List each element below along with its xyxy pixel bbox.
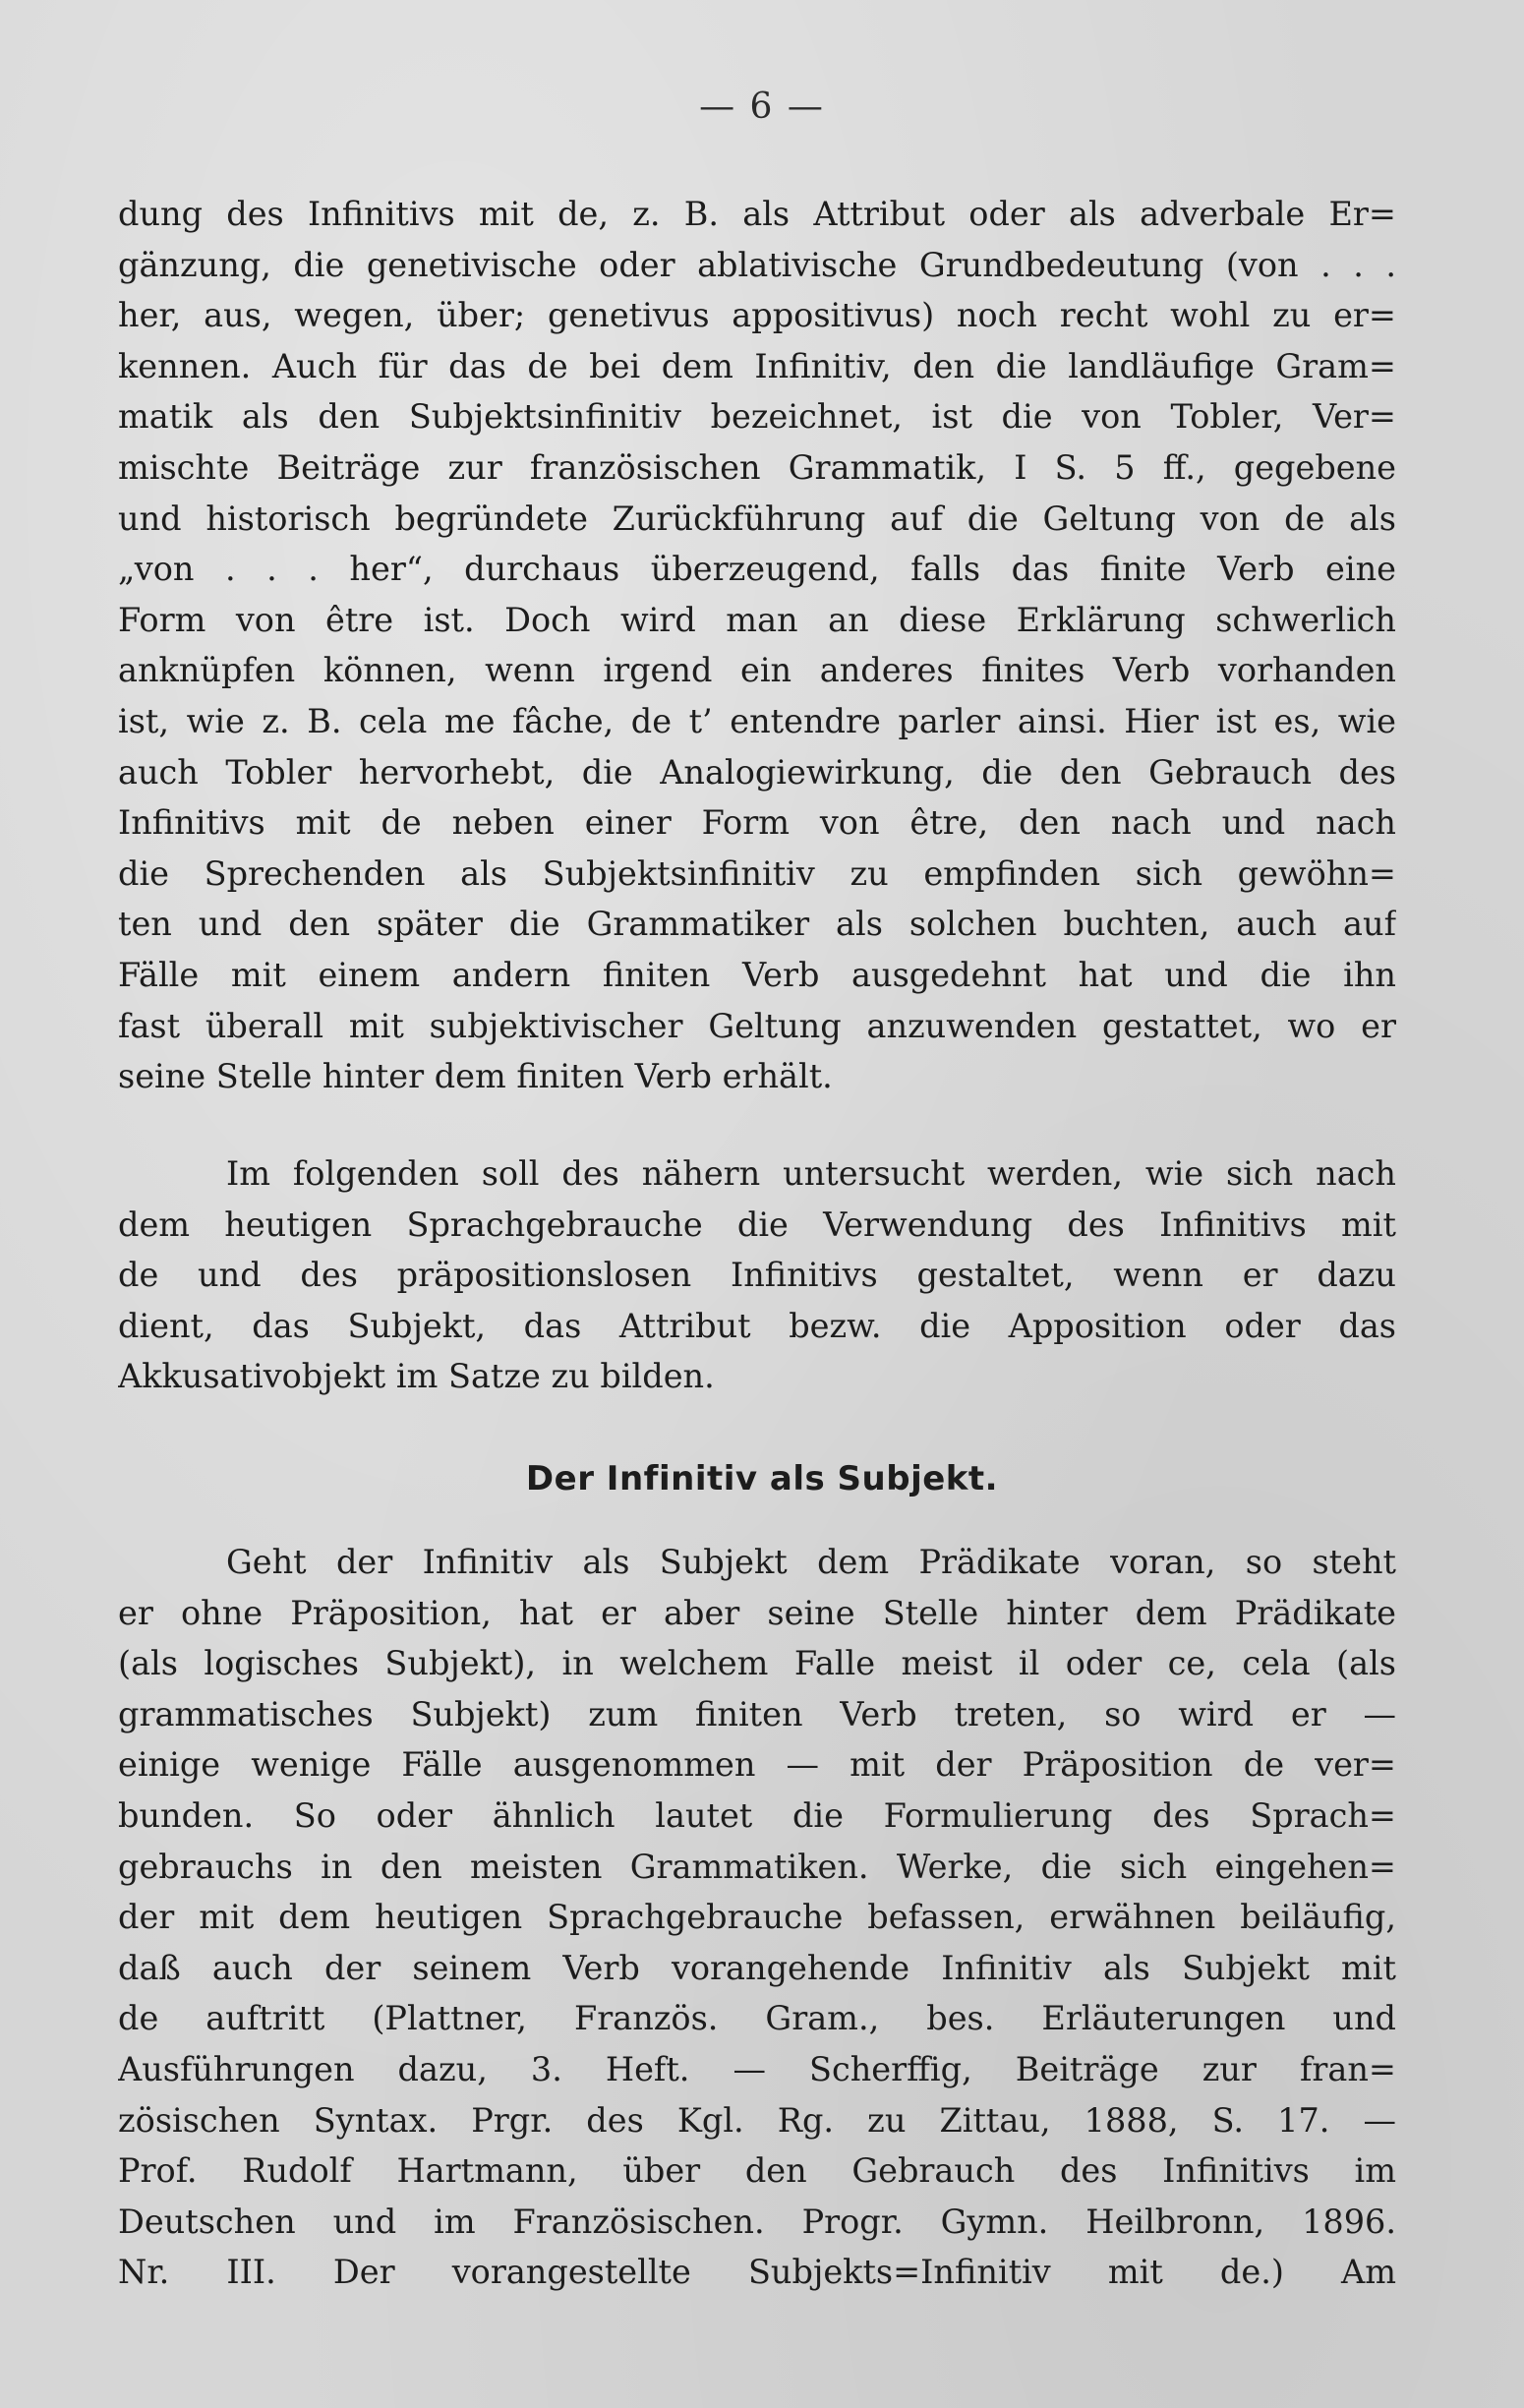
text-line: Akkusativobjekt im Satze zu bilden. (118, 1357, 715, 1396)
paragraph-3 (118, 1537, 1396, 2298)
paragraph-1 (118, 189, 1396, 1102)
text-line: dung des Infinitivs mit de, z. B. als Attribut oder als adverbale Er= (118, 195, 1396, 233)
text-line: gebrauchs in den meisten Grammatiken. Werke, die sich eingehen= (118, 1847, 1396, 1886)
text-line: daß auch der seinem Verb vorangehende Infinitiv als Subjekt mit (118, 1948, 1396, 1987)
text-line: de und des präpositionslosen Infinitivs gestaltet, wenn er dazu (118, 1256, 1396, 1295)
text-line: anknüpfen können, wenn irgend ein anderes finites Verb vorhanden (118, 651, 1396, 690)
text-line: seine Stelle hinter dem finiten Verb erhält. (118, 1057, 833, 1096)
text-line: Deutschen und im Französischen. Progr. Gymn. Heilbronn, 1896. (118, 2202, 1396, 2241)
text-line: Infinitivs mit de neben einer Form von être, den nach und nach (118, 803, 1396, 843)
text-line: ist, wie z. B. cela me fâche, de t’ entendre parler ainsi. Hier ist es, wie (118, 701, 1396, 740)
text-line: die Sprechenden als Subjektsinfinitiv zu empfinden sich gewöhn= (118, 853, 1396, 893)
text-line: einige wenige Fälle ausgenommen — mit der Präposition de ver= (118, 1745, 1396, 1785)
text-line: der mit dem heutigen Sprachgebrauche befassen, erwähnen beiläufig, (118, 1898, 1396, 1937)
text-line: bunden. So oder ähnlich lautet die Formulierung des Sprach= (118, 1795, 1396, 1835)
text-line: (als logisches Subjekt), in welchem Falle meist il oder ce, cela (als (118, 1644, 1396, 1683)
text-line: Nr. III. Der vorangestellte Subjekts=Infinitiv mit de.) Am (118, 2253, 1396, 2292)
text-line: Prof. Rudolf Hartmann, über den Gebrauch des Infinitivs im (118, 2151, 1396, 2191)
text-line: dient, das Subjekt, das Attribut bezw. die Apposition oder das (118, 1306, 1396, 1345)
text-line: de auftritt (Plattner, Französ. Gram., bes. Erläuterungen und (118, 1999, 1396, 2038)
text-line: fast überall mit subjektivischer Geltung anzuwenden gestattet, wo er (118, 1006, 1396, 1045)
text-line: gänzung, die genetivische oder ablativische Grundbedeutung (von . . . (118, 245, 1396, 284)
text-line: Im folgenden soll des nähern untersucht werden, wie sich nach (226, 1154, 1396, 1193)
page-number: — 6 — (699, 87, 825, 127)
text-line: mischte Beiträge zur französischen Grammatik, I S. 5 ff., gegebene (118, 447, 1396, 487)
text-line: zösischen Syntax. Prgr. des Kgl. Rg. zu Zittau, 1888, S. 17. — (118, 2100, 1396, 2140)
text-line: Fälle mit einem andern finiten Verb ausgedehnt hat und die ihn (118, 955, 1396, 994)
text-line: ten und den später die Grammatiker als solchen buchten, auch auf (118, 905, 1396, 944)
text-line: „von . . . her“, durchaus überzeugend, falls das finite Verb eine (118, 550, 1396, 589)
text-line: dem heutigen Sprachgebrauche die Verwendung des Infinitivs mit (118, 1204, 1396, 1244)
text-line: er ohne Präposition, hat er aber seine Stelle hinter dem Prädikate (118, 1593, 1396, 1632)
text-line: auch Tobler hervorhebt, die Analogiewirkung, die den Gebrauch des (118, 752, 1396, 792)
text-line: her, aus, wegen, über; genetivus appositivus) noch recht wohl zu er= (118, 296, 1396, 335)
text-line: Ausführungen dazu, 3. Heft. — Scherffig, Beiträge zur fran= (118, 2049, 1396, 2088)
text-line: matik als den Subjektsinfinitiv bezeichnet, ist die von Tobler, Ver= (118, 397, 1396, 437)
text-line: grammatisches Subjekt) zum finiten Verb treten, so wird er — (118, 1694, 1396, 1733)
paragraph-2 (118, 1148, 1396, 1402)
text-line: Geht der Infinitiv als Subjekt dem Prädikate voran, so steht (226, 1543, 1396, 1581)
text-line: Form von être ist. Doch wird man an diese Erklärung schwerlich (118, 600, 1396, 639)
text-line: und historisch begründete Zurückführung auf die Geltung von de als (118, 499, 1396, 538)
text-line: kennen. Auch für das de bei dem Infinitiv, den die landläufige Gram= (118, 346, 1396, 385)
section-heading: Der Infinitiv als Subjekt. (525, 1459, 999, 1498)
